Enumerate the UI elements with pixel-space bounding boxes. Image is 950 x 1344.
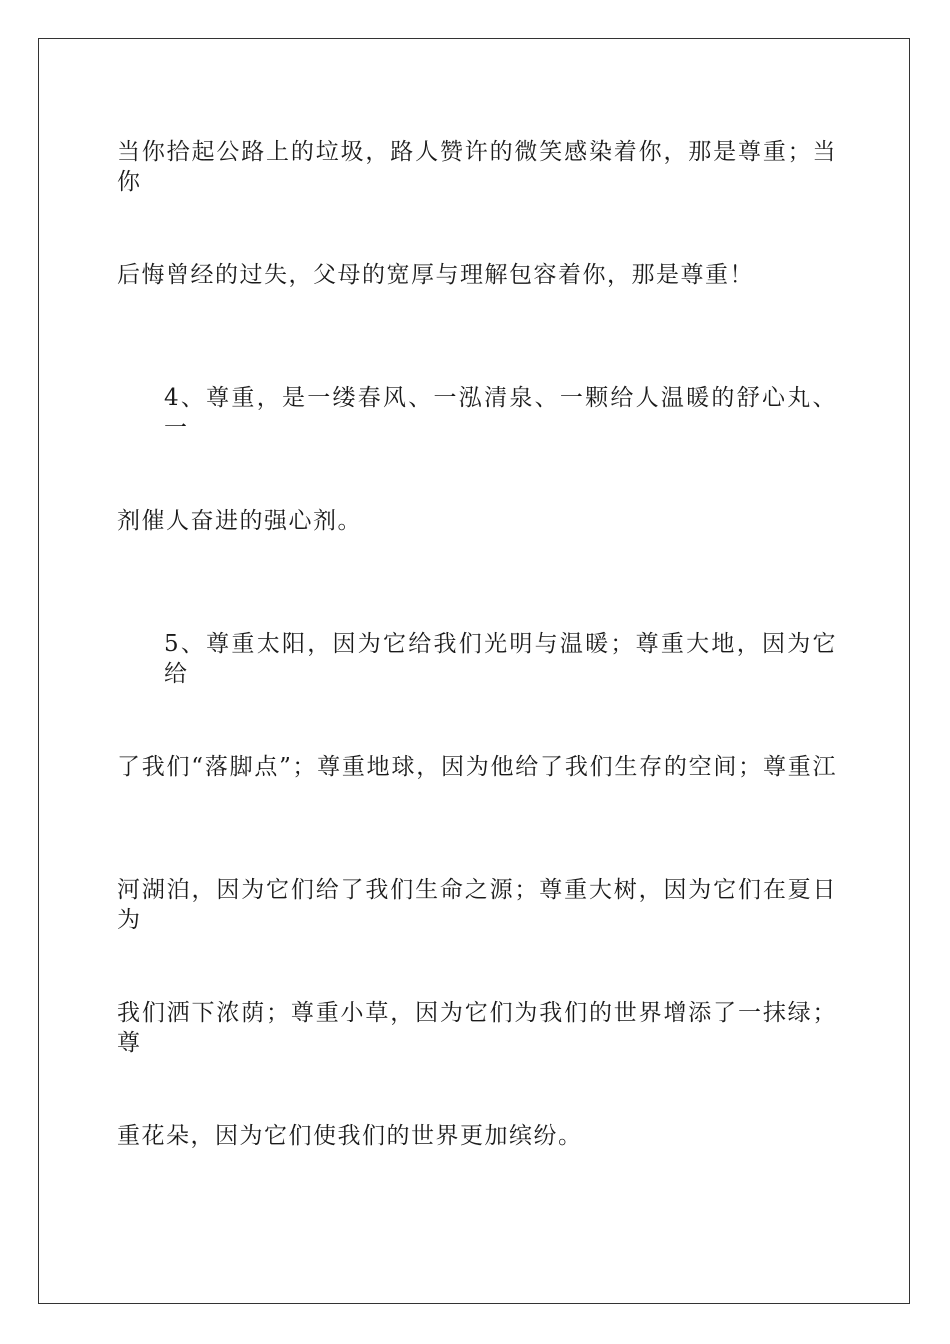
text-line-3: 4、尊重，是一缕春风、一泓清泉、一颗给人温暖的舒心丸、一 (164, 385, 837, 441)
text-line-5: 5、尊重太阳，因为它给我们光明与温暖；尊重大地，因为它给 (164, 631, 837, 687)
text-line-4: 剂催人奋进的强心剂。 (117, 508, 362, 534)
text-line-8: 我们洒下浓荫；尊重小草，因为它们为我们的世界增添了一抹绿；尊 (117, 1000, 837, 1056)
text-line-6: 了我们“落脚点”；尊重地球，因为他给了我们生存的空间；尊重江 (117, 754, 837, 780)
text-line-2: 后悔曾经的过失，父母的宽厚与理解包容着你，那是尊重！ (117, 262, 754, 288)
text-line-7: 河湖泊，因为它们给了我们生命之源；尊重大树，因为它们在夏日为 (117, 877, 837, 933)
text-line-9: 重花朵，因为它们使我们的世界更加缤纷。 (117, 1123, 583, 1149)
text-line-1: 当你拾起公路上的垃圾，路人赞许的微笑感染着你，那是尊重；当你 (117, 139, 837, 195)
